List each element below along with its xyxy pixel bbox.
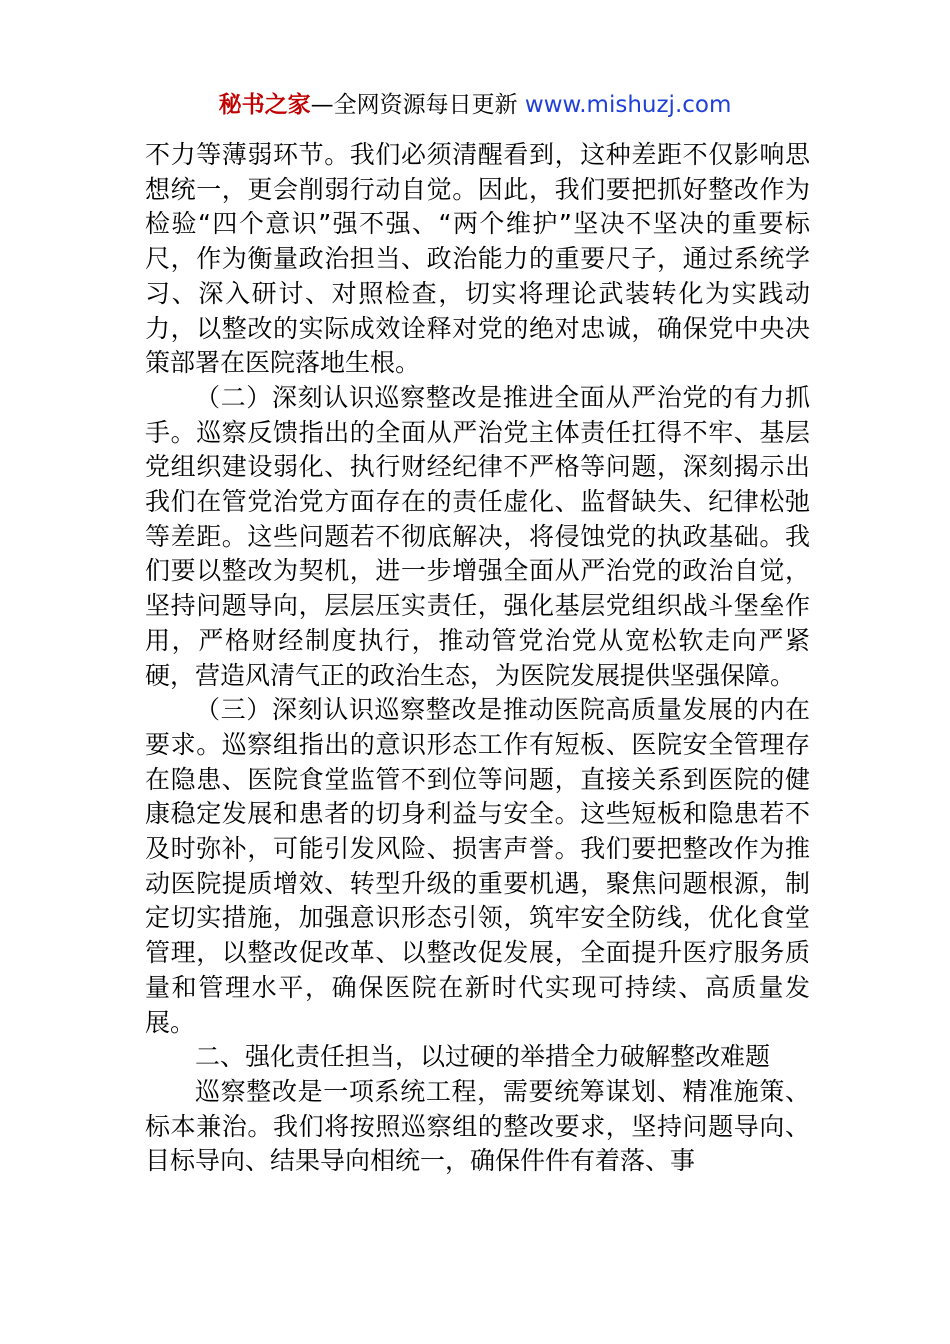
paragraph-section-intro: 巡察整改是一项系统工程，需要统筹谋划、精准施策、标本兼治。我们将按照巡察组的整改要求，坚持问题导向、目标导向、结果导向相统一，确保件件有着落、事 <box>145 1076 810 1176</box>
section-heading-2: 二、强化责任担当，以过硬的举措全力破解整改难题 <box>195 1042 771 1072</box>
header-tagline: —全网资源每日更新 <box>310 92 525 118</box>
header-brand: 秘书之家 <box>218 92 311 118</box>
document-body <box>145 138 810 1179</box>
paragraph-section-2: （二）深刻认识巡察整改是推进全面从严治党的有力抓手。巡察反馈指出的全面从严治党主体责任扛得不牢、基层党组织建设弱化、执行财经纪律不严格等问题，深刻揭示出我们在管党治党方面存在的责任虚化、监督缺失、纪律松弛等差距。这些问题若不彻底解决，将侵蚀党的执政基础。我们要以整改为契机，进一步增强全面从严治党的政治自觉，坚持问题导向，层层压实责任，强化基层党组织战斗堡垒作用，严格财经制度执行，推动管党治党从宽松软走向严紧硬，营造风清气正的政治生态，为医院发展提供坚强保障。 <box>145 382 810 690</box>
header-url-link[interactable]: www.mishuzj.com <box>524 92 732 118</box>
paragraph-continuation: 不力等薄弱环节。我们必须清醒看到，这种差距不仅影响思想统一，更会削弱行动自觉。因此，我们要把抓好整改作为检验“四个意识”强不强、“两个维护”坚决不坚决的重要标尺，作为衡量政治担当、政治能力的重要尺子，通过系统学习、深入研讨、对照检查，切实将理论武装转化为实践动力，以整改的实际成效诠释对党的绝对忠诚，确保党中央决策部署在医院落地生根。 <box>145 140 810 378</box>
paragraph-section-3: （三）深刻认识巡察整改是推动医院高质量发展的内在要求。巡察组指出的意识形态工作有短板、医院安全管理存在隐患、医院食堂监管不到位等问题，直接关系到医院的健康稳定发展和患者的切身利益与安全。这些短板和隐患若不及时弥补，可能引发风险、损害声誉。我们要把整改作为推动医院提质增效、转型升级的重要机遇，聚焦问题根源，制定切实措施，加强意识形态引领，筑牢安全防线，优化食堂管理，以整改促改革、以整改促发展，全面提升医疗服务质量和管理水平，确保医院在新时代实现可持续、高质量发展。 <box>145 695 810 1037</box>
page-header <box>0 88 950 122</box>
